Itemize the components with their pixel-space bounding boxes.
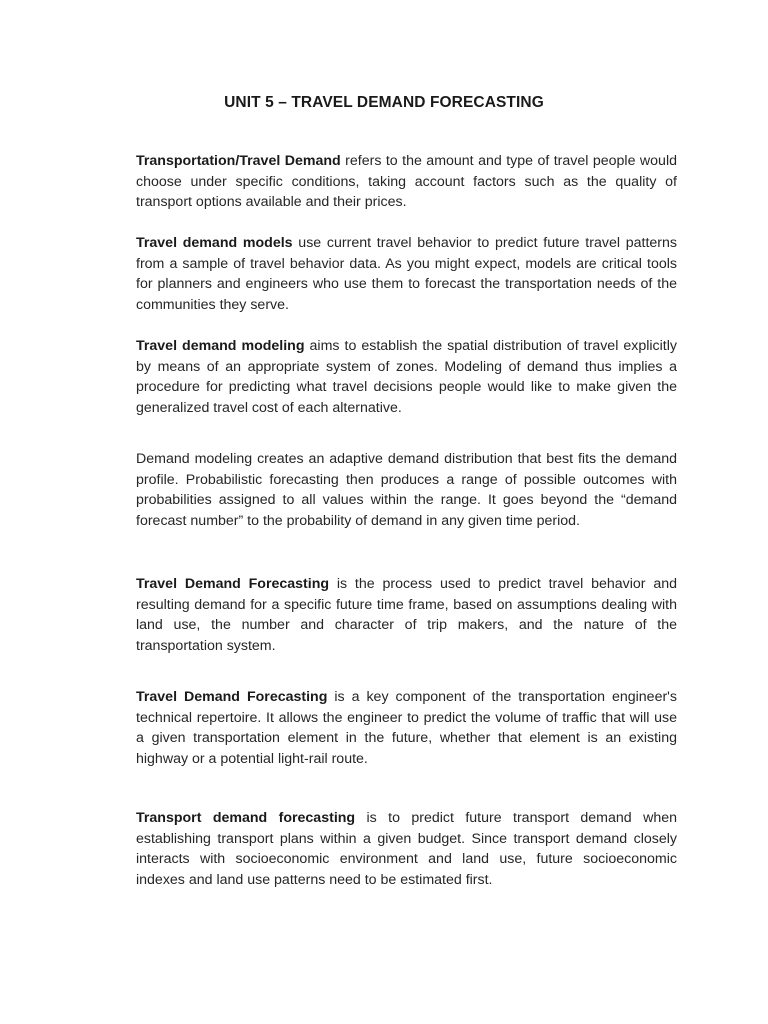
term-heading: Travel demand models: [136, 235, 293, 251]
paragraph-travel-demand-forecasting: [136, 574, 677, 656]
term-heading: Travel Demand Forecasting: [136, 576, 330, 592]
paragraph-travel-demand-modeling: [136, 336, 677, 418]
paragraph-text: use current travel behavior to predict future travel patterns from a sample of travel behavior data. As you might expect, models are critical tools for planners and engineers who use them to forecast the transportation needs of the communities they serve.: [136, 235, 677, 313]
paragraph-text: refers to the amount and type of travel people would choose under specific conditions, taking account factors such as the quality of transport options available and their prices.: [136, 153, 677, 211]
paragraph-text: is the process used to predict travel behavior and resulting demand for a specific future time frame, based on assumptions dealing with land use, the number and character of trip makers, and the nature of the transportation system.: [136, 576, 677, 654]
term-heading: Travel demand modeling: [136, 338, 305, 354]
paragraph-text: is to predict future transport demand when establishing transport plans within a given budget. Since transport demand closely interacts with socioeconomic environment and land use, future socioeconomic indexes and land use patterns need to be estimated first.: [136, 810, 677, 888]
paragraph-travel-demand: [136, 151, 677, 213]
term-heading: Transportation/Travel Demand: [136, 153, 341, 169]
paragraph-transport-demand-forecasting: [136, 808, 677, 890]
paragraph-demand-modeling: [136, 449, 677, 531]
term-heading: Travel Demand Forecasting: [136, 689, 328, 705]
paragraph-text: aims to establish the spatial distribution of travel explicitly by means of an appropriate system of zones. Modeling of demand thus implies a procedure for predicting what travel decisions people would like to make given the generalized travel cost of each alternative.: [136, 338, 677, 416]
paragraph-text: Demand modeling creates an adaptive demand distribution that best fits the demand profile. Probabilistic forecasting then produces a range of possible outcomes with probabilities assigned to all values within the range. It goes beyond the “demand forecast number” to the probability of demand in any given time period.: [136, 451, 677, 529]
document-title: UNIT 5 – TRAVEL DEMAND FORECASTING: [224, 94, 544, 111]
term-heading: Transport demand forecasting: [136, 810, 356, 826]
paragraph-forecasting-component: [136, 687, 677, 769]
paragraph-text: is a key component of the transportation engineer's technical repertoire. It allows the engineer to predict the volume of traffic that will use a given transportation element in the future, whether that element is an existing highway or a potential light-rail route.: [136, 689, 677, 767]
paragraph-travel-demand-models: [136, 233, 677, 315]
